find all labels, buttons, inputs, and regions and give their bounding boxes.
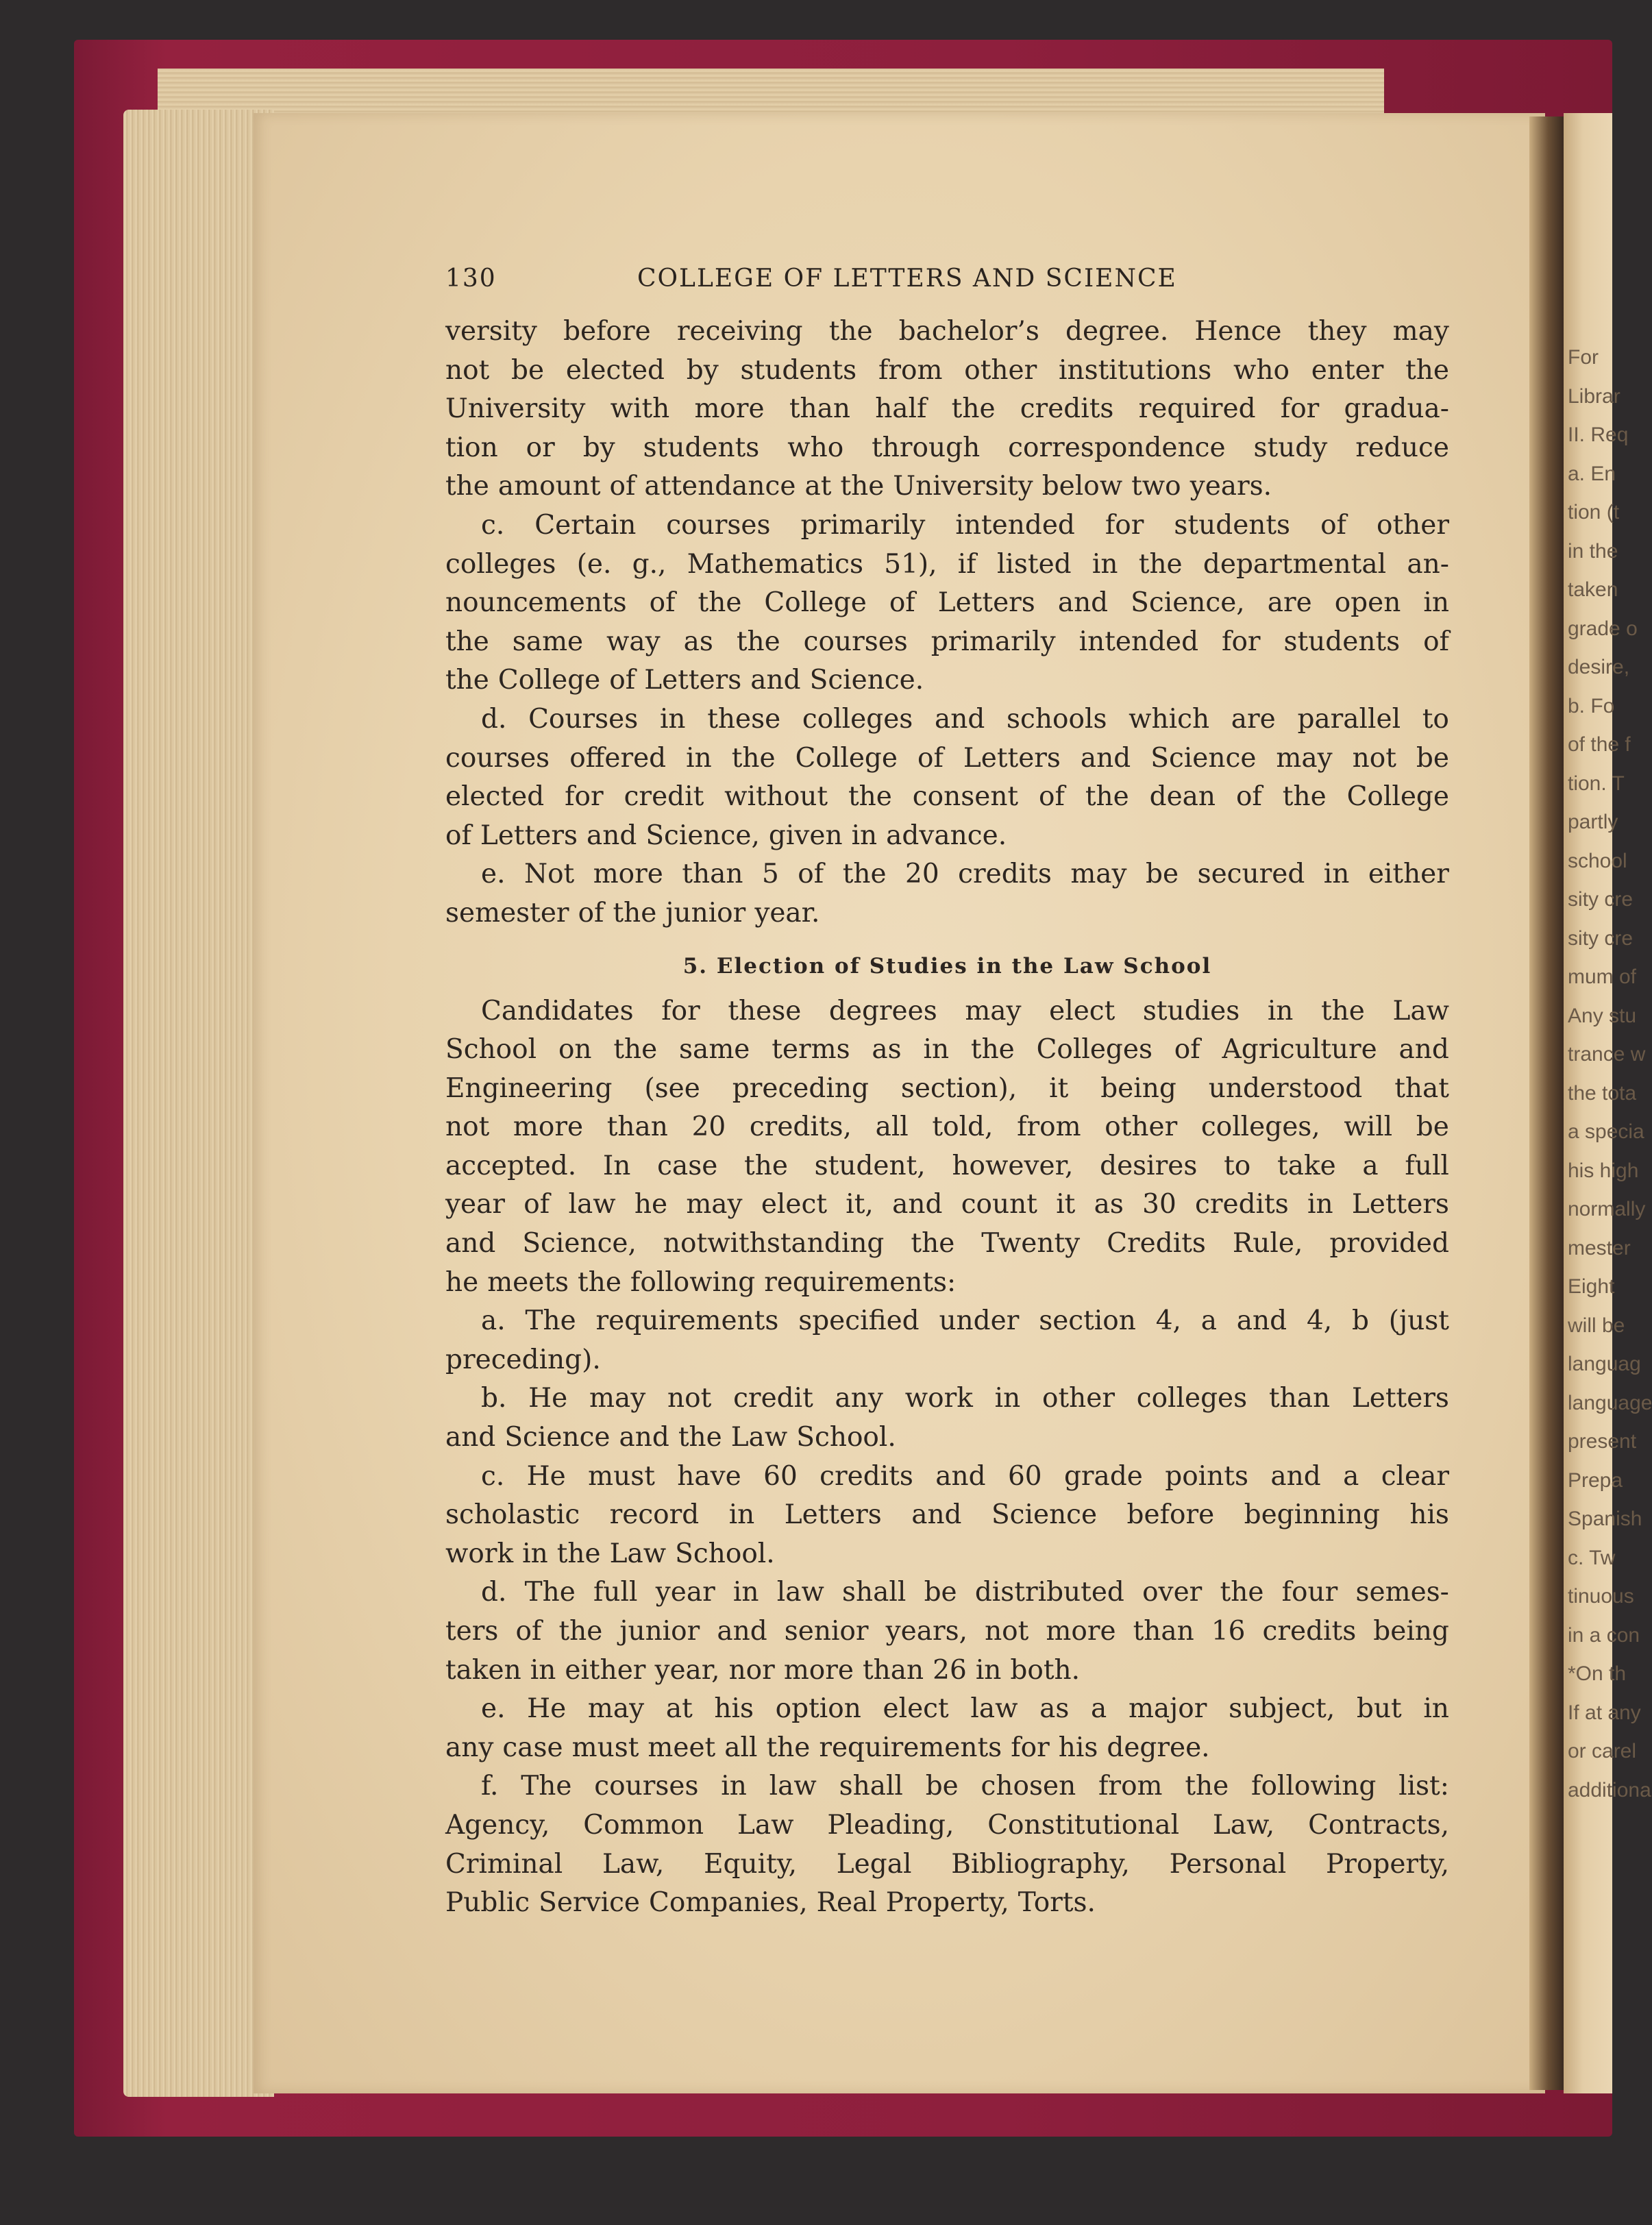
text-line: preceding). [445, 1344, 601, 1375]
facing-page-text: tion. T [1568, 772, 1625, 795]
text-line: Public Service Companies, Real Property, Torts. [445, 1887, 1096, 1919]
facing-page-text: languag [1568, 1353, 1641, 1375]
page-text [445, 259, 1449, 1923]
facing-page-text: in a con [1568, 1623, 1640, 1647]
facing-page-text: additiona [1568, 1778, 1651, 1802]
text-line: not more than 20 credits, all told, from other colleges, will be [445, 1111, 1449, 1143]
text-line: work in the Law School. [445, 1538, 775, 1569]
left-page-edges [123, 110, 274, 2097]
text-line: courses offered in the College of Letters and Science may not be [445, 742, 1449, 774]
text-line: e. He may at his option elect law as a major subject, but in [481, 1693, 1449, 1725]
facing-page-text: If at any [1568, 1701, 1641, 1724]
facing-page-text: Librar [1568, 384, 1620, 408]
text-line: accepted. In case the student, however, desires to take a full [445, 1150, 1449, 1181]
text-line: year of law he may elect it, and count it as 30 credits in Letters [445, 1189, 1449, 1220]
facing-page-text: tinuous [1568, 1585, 1634, 1608]
facing-page-text: the tota [1568, 1081, 1637, 1105]
text-line: a. The requirements specified under section 4, a and 4, b (just [481, 1305, 1449, 1337]
text-line: f. The courses in law shall be chosen from the following list: [481, 1771, 1449, 1802]
text-line: versity before receiving the bachelor’s degree. Hence they may [445, 316, 1449, 347]
facing-page-text: Eight [1568, 1275, 1615, 1298]
facing-page-text: sity cre [1568, 926, 1633, 950]
facing-page-text: present [1568, 1430, 1637, 1453]
facing-page-text: mum of [1568, 966, 1637, 988]
facing-page-text: For [1568, 346, 1599, 369]
facing-page-fragment [1564, 113, 1652, 2093]
facing-page-text: grade o [1568, 617, 1638, 640]
running-head-title: COLLEGE OF LETTERS AND SCIENCE [637, 264, 1177, 293]
text-line: the amount of attendance at the University below two years. [445, 471, 1272, 502]
facing-page-text: partly [1568, 811, 1618, 833]
facing-page-text: mester [1568, 1236, 1631, 1259]
facing-page-text: a specia [1568, 1120, 1644, 1143]
page-number: 130 [445, 264, 497, 293]
text-line: ters of the junior and senior years, not more than 16 credits being [445, 1616, 1449, 1647]
book-gutter [1529, 116, 1564, 2090]
text-line: elected for credit without the consent of the dean of the College [445, 781, 1449, 813]
text-line: c. Certain courses primarily intended for students of other [481, 509, 1449, 541]
text-line: semester of the junior year. [445, 897, 820, 929]
text-line: and Science and the Law School. [445, 1422, 896, 1453]
text-line: b. He may not credit any work in other colleges than Letters [481, 1383, 1449, 1414]
text-line: tion or by students who through correspondence study reduce [445, 432, 1449, 463]
text-line: nouncements of the College of Letters and Science, are open in [445, 587, 1449, 619]
text-line: taken in either year, nor more than 26 in both. [445, 1654, 1081, 1686]
text-line: c. He must have 60 credits and 60 grade points and a clear [481, 1460, 1449, 1492]
text-line: scholastic record in Letters and Science before beginning his [445, 1499, 1449, 1531]
facing-page-text: school [1568, 849, 1627, 872]
text-line: Agency, Common Law Pleading, Constitutional Law, Contracts, [445, 1809, 1449, 1841]
text-line: Engineering (see preceding section), it being understood that [445, 1072, 1449, 1104]
facing-page-text: tion (t [1568, 501, 1620, 524]
paragraphs-part-4 [445, 312, 1449, 933]
facing-page-text: in the [1568, 539, 1618, 563]
facing-page-text: b. Fo [1568, 694, 1615, 717]
facing-page-text: normally [1568, 1198, 1646, 1220]
text-line: the same way as the courses primarily intended for students of [445, 626, 1449, 657]
facing-page-text: c. Tw [1568, 1546, 1616, 1569]
facing-page-text: trance w [1568, 1043, 1646, 1066]
facing-page-text: a. En [1568, 462, 1616, 485]
facing-page-text: his high [1568, 1159, 1639, 1182]
text-line: e. Not more than 5 of the 20 credits may be secured in either [481, 859, 1449, 890]
facing-page-text: Prepa [1568, 1468, 1623, 1492]
text-line: Candidates for these degrees may elect studies in the Law [481, 995, 1449, 1027]
text-line: University with more than half the credits required for gradua- [445, 393, 1449, 425]
text-line: and Science, notwithstanding the Twenty Credits Rule, provided [445, 1228, 1449, 1259]
text-line: not be elected by students from other institutions who enter the [445, 354, 1449, 386]
text-line: colleges (e. g., Mathematics 51), if listed in the departmental an- [445, 548, 1449, 580]
text-line: of Letters and Science, given in advance. [445, 820, 1007, 851]
facing-page-text: language [1568, 1391, 1652, 1414]
facing-page-text: sity cre [1568, 888, 1633, 911]
facing-page-text: Spanish [1568, 1508, 1642, 1530]
text-line: he meets the following requirements: [445, 1266, 957, 1298]
text-line: any case must meet all the requirements for his degree. [445, 1732, 1210, 1763]
text-line: d. Courses in these colleges and schools which are parallel to [481, 703, 1449, 735]
text-line: School on the same terms as in the Colleges of Agriculture and [445, 1034, 1449, 1066]
section-heading: 5. Election of Studies in the Law School [682, 953, 1212, 979]
facing-page-text: taken [1568, 578, 1618, 601]
text-line: d. The full year in law shall be distributed over the four semes- [481, 1577, 1449, 1608]
running-head [445, 259, 1449, 297]
text-line: the College of Letters and Science. [445, 665, 924, 696]
facing-page-text: desire, [1568, 656, 1630, 678]
text-line: Criminal Law, Equity, Legal Bibliography, Personal Property, [445, 1848, 1449, 1880]
facing-page-text: of the f [1568, 733, 1631, 756]
facing-page-text: II. Req [1568, 423, 1629, 446]
facing-page-text: will be [1568, 1314, 1625, 1337]
facing-page-text: *On th [1568, 1662, 1627, 1685]
paragraphs-part-5 [445, 992, 1449, 1923]
facing-page-text: or carel [1568, 1740, 1637, 1762]
facing-page-text: Any stu [1568, 1004, 1637, 1027]
